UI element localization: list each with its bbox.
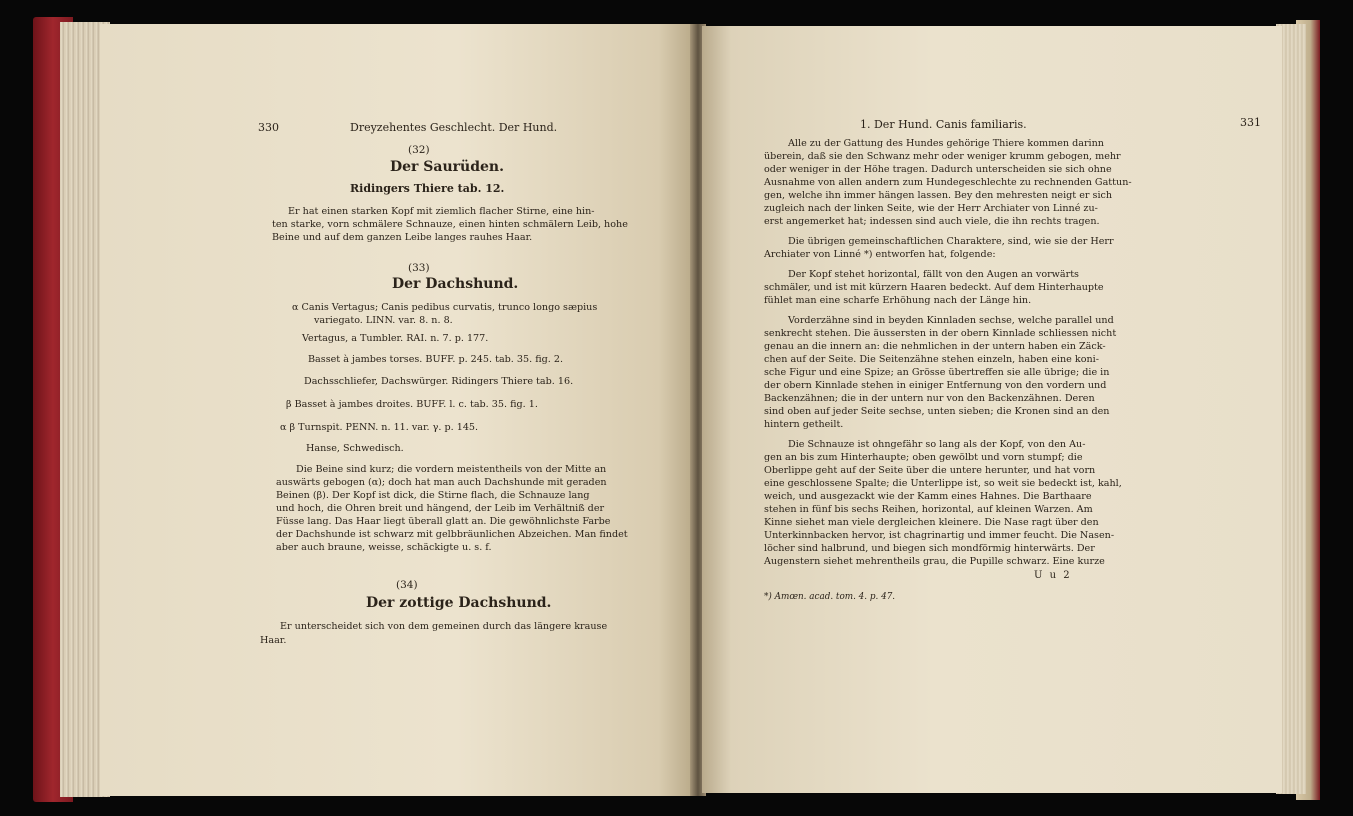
para1-line: überein, daß sie den Schwanz mehr oder weniger krumm gebogen, mehr [764, 151, 1121, 162]
sec32-number: (32) [408, 144, 430, 156]
left-page [100, 24, 694, 796]
sec34-title: Der zottige Dachshund. [366, 595, 552, 611]
para1-line: Ausnahme von allen andern zum Hundegeschlechte zu rechnenden Gattun- [764, 177, 1132, 188]
sec33-ref: Vertagus, a Tumbler. RAI. n. 7. p. 177. [302, 333, 489, 344]
sec33-ref: Dachsschliefer, Dachswürger. Ridingers Thiere tab. 16. [304, 376, 574, 387]
sec33-ref: α β Turnspit. PENN. n. 11. var. γ. p. 145. [280, 422, 479, 433]
para1-line: erst angemerket hat; indessen sind auch viele, die ihn rechts tragen. [764, 216, 1100, 227]
para2-line: Archiater von Linné *) entworfen hat, folgende: [764, 249, 996, 260]
sec34-line: Er unterscheidet sich von dem gemeinen durch das längere krause [280, 621, 608, 632]
para4-line: sche Figur und eine Spize; an Grösse übertreffen sie alle übrige; die in [764, 367, 1110, 378]
para5-line: Oberlippe geht auf der Seite über die untere herunter, und hat vorn [764, 465, 1096, 476]
para3-line: Der Kopf stehet horizontal, fällt von den Augen an vorwärts [788, 269, 1079, 280]
para4-line: sind oben auf jeder Seite sechse, unten sieben; die Kronen sind an den [764, 406, 1110, 417]
para4-line: genau an die innern an: die nehmlichen in der untern haben ein Zäck- [764, 341, 1106, 352]
sec33-line: der Dachshunde ist schwarz mit gelbbräunlichen Abzeichen. Man findet [276, 529, 628, 540]
sec32-title: Der Saurüden. [390, 159, 504, 175]
para1-line: zugleich nach der linken Seite, wie der Herr Archiater von Linné zu- [764, 203, 1098, 214]
left-running-head: Dreyzehentes Geschlecht. Der Hund. [350, 121, 558, 134]
sec33-number: (33) [408, 262, 430, 274]
para3-line: schmäler, und ist mit kürzern Haaren bedeckt. Auf dem Hinterhaupte [764, 282, 1104, 293]
para4-line: Vorderzähne sind in beyden Kinnladen sechse, welche parallel und [788, 315, 1114, 326]
para5-line: weich, und ausgezackt wie der Kamm eines Hahnes. Die Barthaare [764, 491, 1092, 502]
sec33-ref: β Basset à jambes droites. BUFF. l. c. tab. 35. fig. 1. [286, 399, 538, 410]
sec33-ref: Hanse, Schwedisch. [306, 443, 404, 454]
para5-line: gen an bis zum Hinterhaupte; oben gewölbt und vorn stumpf; die [764, 452, 1083, 463]
para1-line: oder weniger in der Höhe tragen. Dadurch unterscheiden sie sich ohne [764, 164, 1112, 175]
para4-line: chen auf der Seite. Die Seitenzähne stehen einzeln, haben eine koni- [764, 354, 1099, 365]
para5-line: löcher sind halbrund, und biegen sich mondförmig hinterwärts. Der [764, 543, 1095, 554]
sec33-line: Füsse lang. Das Haar liegt überall glatt an. Die gewöhnlichste Farbe [276, 516, 611, 527]
sec33-line: auswärts gebogen (α); doch hat man auch Dachshunde mit geraden [276, 477, 607, 488]
para5-line: eine geschlossene Spalte; die Unterlippe ist, so weit sie bedeckt ist, kahl, [764, 478, 1122, 489]
sec33-ref: Basset à jambes torses. BUFF. p. 245. tab. 35. fig. 2. [308, 354, 564, 365]
sec34-number: (34) [396, 579, 418, 591]
footnote: *) Amœn. acad. tom. 4. p. 47. [764, 592, 896, 602]
para5-line: stehen in fünf bis sechs Reihen, horizontal, auf kleinen Warzen. Am [764, 504, 1093, 515]
para4-line: hintern getheilt. [764, 419, 844, 430]
para4-line: der obern Kinnlade stehen in einiger Entfernung von den vordern und [764, 380, 1107, 391]
sec32-ref: Ridingers Thiere tab. 12. [350, 182, 505, 195]
sec33-ref: α Canis Vertagus; Canis pedibus curvatis, trunco longo sæpius [292, 302, 598, 313]
para3-line: fühlet man eine scharfe Erhöhung nach der Länge hin. [764, 295, 1032, 306]
para5-line: Augenstern siehet mehrentheils grau, die Pupille schwarz. Eine kurze [764, 556, 1105, 567]
para1-line: Alle zu der Gattung des Hundes gehörige Thiere kommen darinn [788, 138, 1104, 149]
para5-line: Unterkinnbacken hervor, ist chagrinartig und immer feucht. Die Nasen- [764, 530, 1115, 541]
signature-mark: U u 2 [1034, 570, 1072, 581]
para4-line: senkrecht stehen. Die äussersten in der obern Kinnlade schliessen nicht [764, 328, 1117, 339]
sec32-line: Beine und auf dem ganzen Leibe langes rauhes Haar. [272, 232, 533, 243]
right-running-head: 1. Der Hund. Canis familiaris. [860, 118, 1027, 131]
right-page [702, 26, 1282, 793]
para2-line: Die übrigen gemeinschaftlichen Charaktere, sind, wie sie der Herr [788, 236, 1114, 247]
right-page-number: 331 [1240, 116, 1261, 129]
para5-line: Kinne siehet man viele dergleichen kleinere. Die Nase ragt über den [764, 517, 1099, 528]
sec32-line: Er hat einen starken Kopf mit ziemlich flacher Stirne, eine hin- [288, 206, 595, 217]
sec33-line: und hoch, die Ohren breit und hängend, der Leib im Verhältniß der [276, 503, 605, 514]
sec32-line: ten starke, vorn schmälere Schnauze, einen hinten schmälern Leib, hohe [272, 219, 628, 230]
sec34-line: Haar. [260, 635, 287, 646]
para5-line: Die Schnauze ist ohngefähr so lang als der Kopf, von den Au- [788, 439, 1086, 450]
para4-line: Backenzähnen; die in der untern nur von den Backenzähnen. Deren [764, 393, 1095, 404]
left-page-number: 330 [258, 121, 279, 134]
sec33-title: Der Dachshund. [392, 276, 519, 292]
sec33-line: Die Beine sind kurz; die vordern meistentheils von der Mitte an [296, 464, 607, 475]
sec33-line: aber auch braune, weisse, schäckigte u. s. f. [276, 542, 492, 553]
para1-line: gen, welche ihn immer hängen lassen. Bey den mehresten neigt er sich [764, 190, 1113, 201]
sec33-line: Beinen (β). Der Kopf ist dick, die Stirne flach, die Schnauze lang [276, 490, 590, 501]
sec33-ref: variegato. LINN. var. 8. n. 8. [314, 315, 453, 326]
